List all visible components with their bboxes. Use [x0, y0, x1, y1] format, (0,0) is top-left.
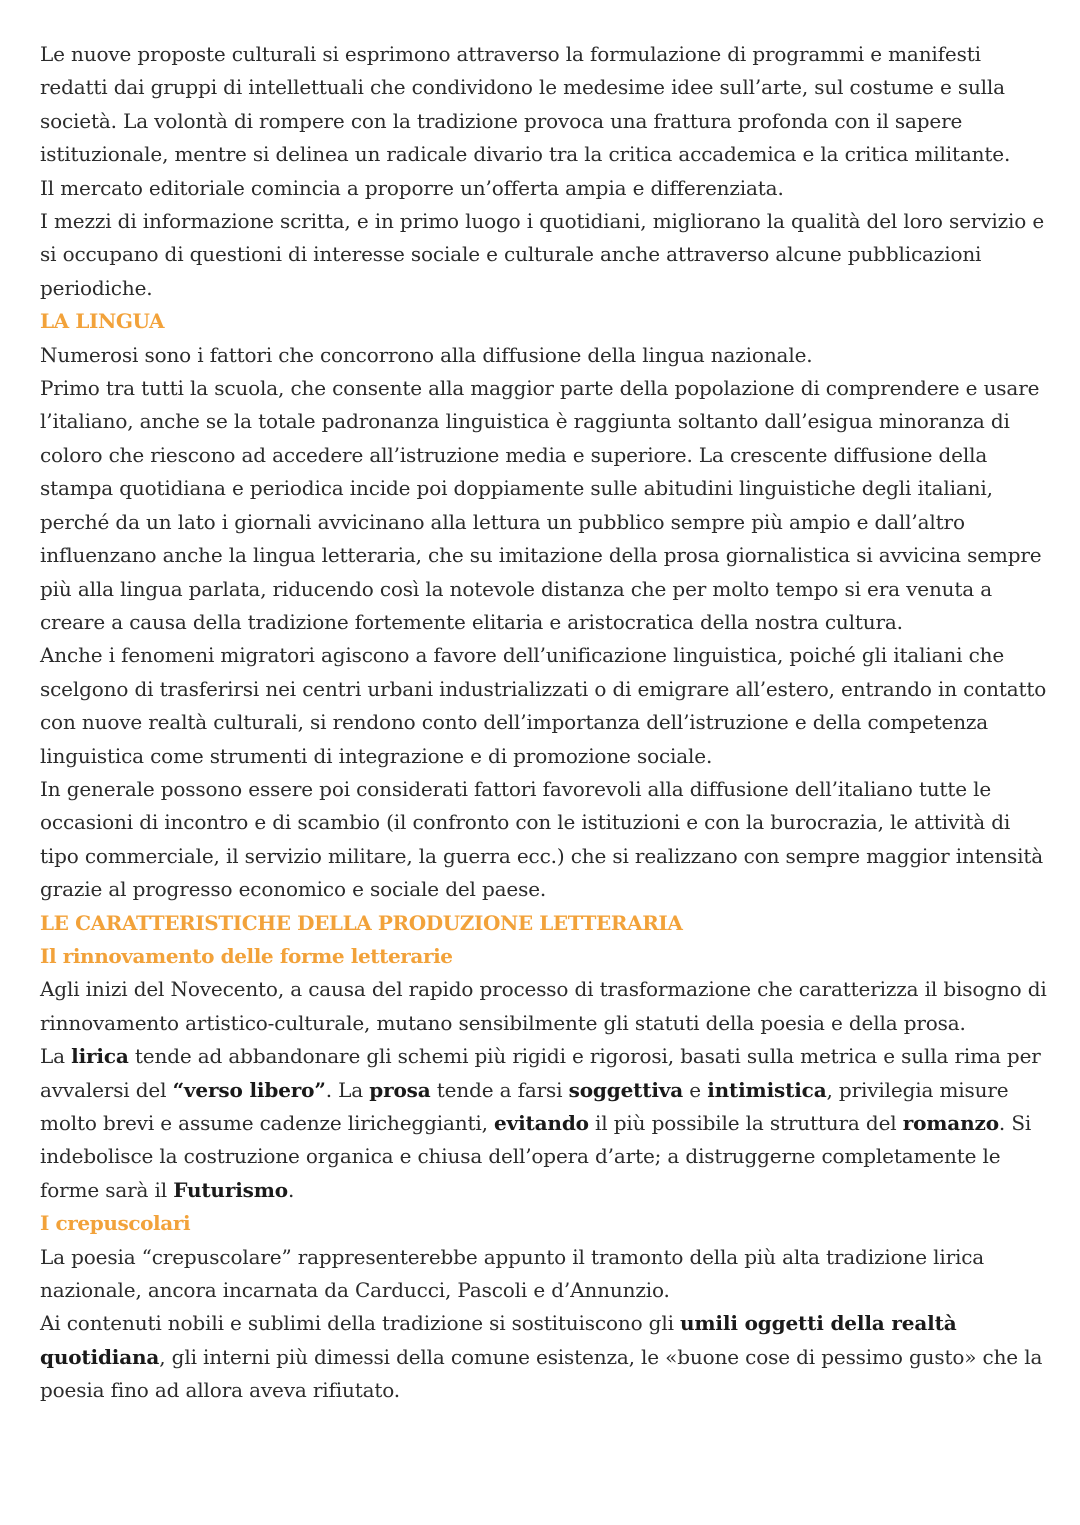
section-heading-caratteristiche: LE CARATTERISTICHE DELLA PRODUZIONE LETTERARIA	[40, 910, 683, 935]
document-page	[40, 38, 1050, 1408]
bold-term: intimistica	[707, 1077, 827, 1102]
crepuscolari-paragraph-rich	[40, 1307, 1050, 1407]
text-run: . La	[325, 1077, 370, 1102]
section-heading-lingua: LA LINGUA	[40, 309, 165, 334]
bold-term: umili oggetti della realtà quotidiana	[40, 1311, 957, 1369]
text-run: La	[40, 1044, 72, 1069]
text-run: , gli interni più dimessi della comune esistenza, le «buone cose di pessimo gusto» che la poesia fino ad allora aveva rifiutato.	[40, 1344, 1043, 1403]
text-run: il più possibile la struttura del	[588, 1111, 903, 1135]
subheading-crepuscolari: I crepuscolari	[40, 1211, 191, 1236]
text-run: Ai contenuti nobili e sublimi della tradizione si sostituiscono gli	[40, 1311, 681, 1336]
lingua-paragraph: Anche i fenomeni migratori agiscono a favore dell’unificazione linguistica, poiché gli italiani che scelgono di trasferirsi nei centri urbani industrializzati o di emigrare all’estero, entrando in contatto con nuove realtà culturali, si rendono conto dell’importanza dell’istruzione e della competenza linguistica come strumenti di integrazione e di promozione sociale.	[40, 643, 1047, 768]
bold-term: “verso libero”	[172, 1077, 326, 1102]
text-run: .	[287, 1177, 295, 1202]
intro-paragraph: I mezzi di informazione scritta, e in primo luogo i quotidiani, migliorano la qualità del loro servizio e si occupano di questioni di interesse sociale e culturale anche attraverso alcune pubblicazioni periodiche.	[40, 209, 1045, 300]
text-run: tende a farsi	[430, 1077, 569, 1102]
lingua-paragraph: In generale possono essere poi considerati fattori favorevoli alla diffusione dell’italiano tutte le occasioni di incontro e di scambio (il confronto con le istituzioni e con la burocrazia, le attività di tipo commerciale, il servizio militare, la guerra ecc.) che si realizzano con sempre maggior intensità grazie al progresso economico e sociale del paese.	[40, 776, 1044, 902]
bold-term: soggettiva	[568, 1077, 684, 1102]
bold-term: prosa	[369, 1077, 431, 1102]
intro-paragraph: Il mercato editoriale comincia a proporre un’offerta ampia e differenziata.	[40, 175, 784, 200]
lingua-paragraph: Primo tra tutti la scuola, che consente alla maggior parte della popolazione di comprendere e usare l’italiano, anche se la totale padronanza linguistica è raggiunta soltanto dall’esigua minoranza di coloro che riescono ad accedere all’istruzione media e superiore. La crescente diffusione della stampa quotidiana e periodica incide poi doppiamente sulle abitudini linguistiche degli italiani, perché da un lato i giornali avvicinano alla lettura un pubblico sempre più ampio e dall’altro influenzano anche la lingua letteraria, che su imitazione della prosa giornalistica si avvicina sempre più alla lingua parlata, riducendo così la notevole distanza che per molto tempo si era venuta a creare a causa della tradizione fortemente elitaria e aristocratica della nostra cultura.	[40, 376, 1042, 634]
subheading-rinnovamento: Il rinnovamento delle forme letterarie	[40, 943, 453, 968]
intro-paragraph: Le nuove proposte culturali si esprimono attraverso la formulazione di programmi e manifesti redatti dai gruppi di intellettuali che condividono le medesime idee sull’arte, sul costume e sulla società. La volontà di rompere con la tradizione provoca una frattura profonda con il sapere istituzionale, mentre si delinea un radicale divario tra la critica accademica e la critica militante.	[40, 42, 1011, 167]
crepuscolari-paragraph: La poesia “crepuscolare” rappresenterebbe appunto il tramonto della più alta tradizione lirica nazionale, ancora incarnata da Carducci, Pascoli e d’Annunzio.	[40, 1244, 985, 1303]
bold-term: lirica	[71, 1044, 129, 1069]
caratteristiche-paragraph: Agli inizi del Novecento, a causa del rapido processo di trasformazione che caratterizza il bisogno di rinnovamento artistico-culturale, mutano sensibilmente gli statuti della poesia e della prosa.	[40, 977, 1047, 1035]
text-run: , privilegia misure molto brevi e assume cadenze liricheggianti,	[40, 1077, 1009, 1135]
lingua-paragraph: Numerosi sono i fattori che concorrono alla diffusione della lingua nazionale.	[40, 342, 813, 367]
text-run: e	[683, 1077, 708, 1102]
text-run: . Si indebolisce la costruzione organica e chiusa dell’opera d’arte; a distruggerne completamente le forme sarà il	[40, 1111, 1032, 1202]
bold-term: romanzo	[902, 1111, 999, 1135]
text-run: tende ad abbandonare gli schemi più rigidi e rigorosi, basati sulla metrica e sulla rima per avvalersi del	[40, 1044, 1041, 1102]
caratteristiche-paragraph-rich	[40, 1040, 1050, 1207]
bold-term: evitando	[494, 1111, 589, 1135]
bold-term: Futurismo	[173, 1177, 288, 1202]
